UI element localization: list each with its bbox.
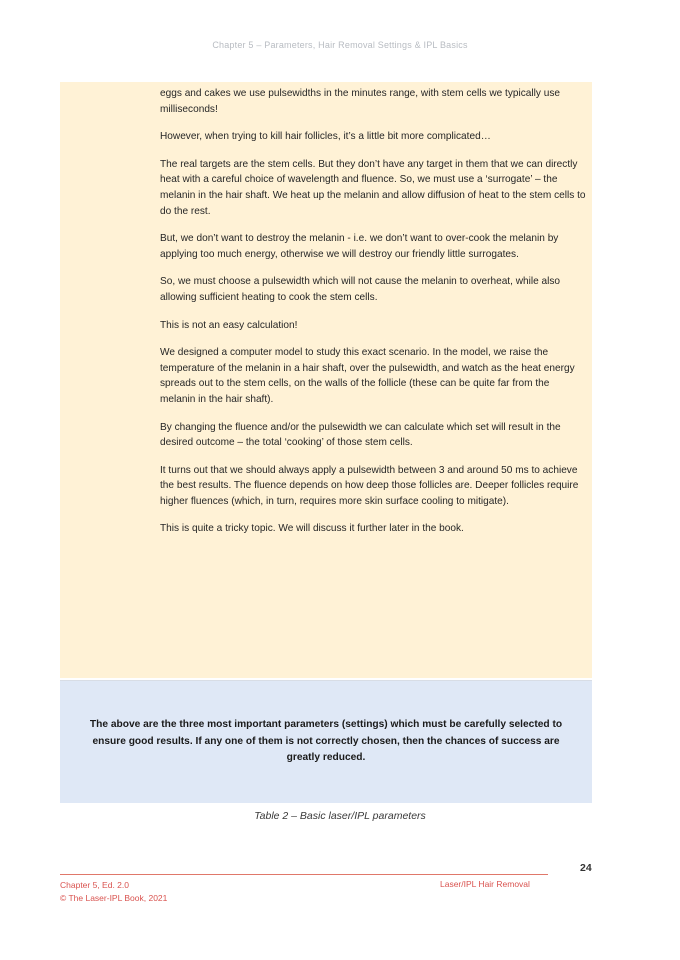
- footer-copyright: © The Laser-IPL Book, 2021: [60, 893, 168, 903]
- page-number: 24: [580, 862, 592, 874]
- table-summary-row: [60, 680, 592, 803]
- parameters-table: [60, 82, 592, 803]
- paragraph: So, we must choose a pulsewidth which will not cause the melanin to overheat, while also allowing sufficient heating to cook the stem cells.: [160, 276, 561, 303]
- footer-divider: [60, 874, 548, 875]
- table-description-cell: [160, 86, 586, 549]
- paragraph: eggs and cakes we use pulsewidths in the minutes range, with stem cells we typically use milliseconds!: [160, 88, 561, 115]
- paragraph: This is quite a tricky topic. We will discuss it further later in the book.: [160, 523, 464, 535]
- footer-left: [60, 879, 167, 905]
- paragraph: However, when trying to kill hair follicles, it’s a little bit more complicated…: [160, 131, 491, 143]
- paragraph: By changing the fluence and/or the pulsewidth we can calculate which set will result in the desired outcome – the total ‘cooking’ of those stem cells.: [160, 421, 561, 449]
- paragraph: This is not an easy calculation!: [160, 319, 298, 331]
- running-header: Chapter 5 – Parameters, Hair Removal Settings & IPL Basics: [212, 40, 468, 50]
- footer-book-title: Laser/IPL Hair Removal: [440, 879, 530, 889]
- paragraph: The real targets are the stem cells. But they don’t have any target in them that we can directly heat with a careful choice of wavelength and fluence. So, we must use a ‘surrogate’ – the melanin in the hair shaft. We heat up the melanin and allow diffusion of heat to the stem cells to do the rest.: [160, 158, 586, 217]
- footer-chapter: Chapter 5, Ed. 2.0: [60, 880, 129, 890]
- table-caption: Table 2 – Basic laser/IPL parameters: [254, 810, 426, 822]
- summary-text: The above are the three most important parameters (settings) which must be carefully selected to ensure good results. If any one of them is not correctly chosen, then the chances of success are greatly reduced.: [89, 719, 563, 764]
- paragraph: It turns out that we should always apply a pulsewidth between 3 and around 50 ms to achieve the best results. The fluence depends on how deep those follicles are. Deeper follicles require higher fluences (which, in turn, requires more skin surface cooling to mitigate).: [160, 464, 579, 507]
- table-label-cell: [60, 82, 158, 678]
- paragraph: We designed a computer model to study this exact scenario. In the model, we raise the temperature of the melanin in a hair shaft, over the pulsewidth, and watch as the heat energy spreads out to the stem cells, on the walls of the follicle (these can be quite far from the melanin in the hair shaft).: [160, 347, 575, 405]
- table-row-pulsewidth: [60, 82, 592, 678]
- paragraph: But, we don’t want to destroy the melanin - i.e. we don’t want to over-cook the melanin by applying too much energy, otherwise we will destroy our friendly little surrogates.: [160, 233, 559, 260]
